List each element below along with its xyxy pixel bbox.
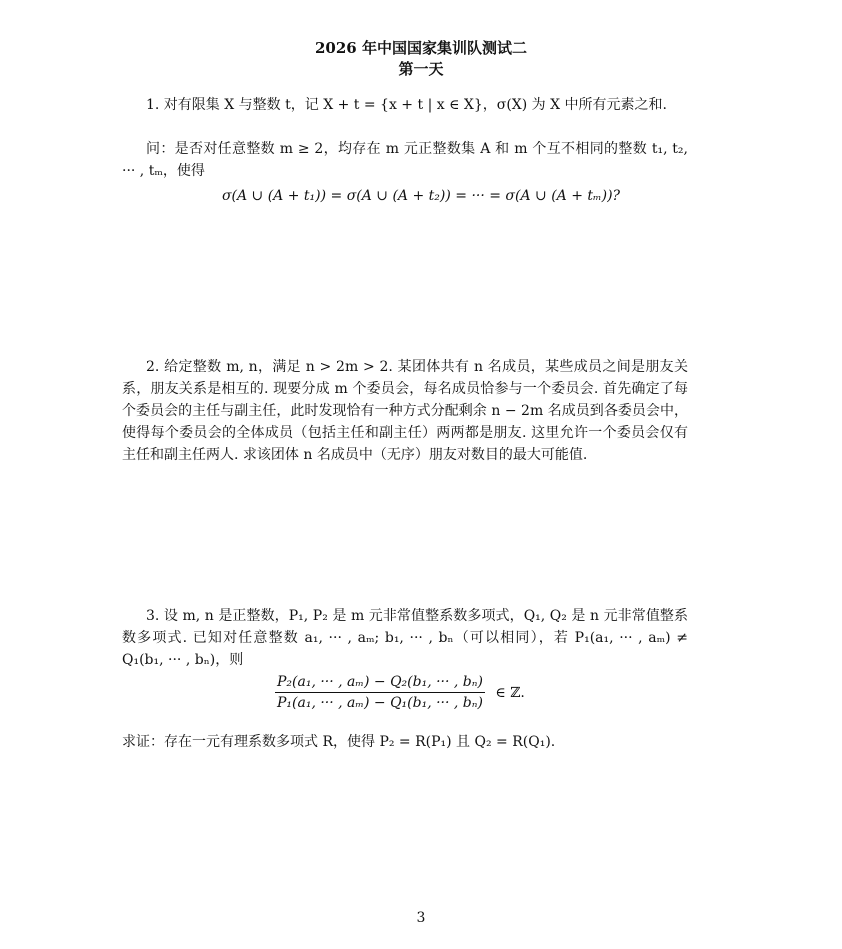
exam-title: 2026 年中国国家集训队测试二: [315, 39, 527, 57]
page-number: 3: [416, 910, 426, 926]
problem-3-fraction-equation: [275, 674, 575, 711]
problem-1-question: 问：是否对任意整数 m ≥ 2，均存在 m 元正整数集 A 和 m 个互不相同的整数 t₁, t₂, ··· , tₘ，使得: [122, 141, 688, 179]
fraction-numerator: P₂(a₁, ··· , aₘ) − Q₂(b₁, ··· , bₙ): [275, 674, 485, 693]
page-header: [0, 38, 842, 80]
problem-3-conclusion: 求证：存在一元有理系数多项式 R，使得 P₂ = R(P₁) 且 Q₂ = R(Q₁).: [122, 734, 556, 750]
problem-1-display-equation: σ(A ∪ (A + t₁)) = σ(A ∪ (A + t₂)) = ··· = σ(A ∪ (A + tₘ))?: [221, 188, 621, 204]
fraction-membership: ∈ ℤ.: [495, 684, 525, 701]
fraction-denominator: P₁(a₁, ··· , aₘ) − Q₁(b₁, ··· , bₙ): [277, 695, 483, 711]
problem-1-statement: 1. 对有限集 X 与整数 t，记 X + t = {x + t | x ∈ X}，σ(X) 为 X 中所有元素之和.: [146, 97, 667, 113]
problem-3-statement: 3. 设 m, n 是正整数，P₁, P₂ 是 m 元非常值整系数多项式，Q₁, Q₂ 是 n 元非常值整系数多项式. 已知对任意整数 a₁, ··· , aₘ; b₁, ··· , bₙ（可以相同），若 P₁(a₁, ··· , aₘ) ≠ Q₁(b₁, ··· , bₙ)，则: [122, 608, 688, 668]
day-subtitle: 第一天: [398, 60, 444, 78]
fraction: [275, 674, 485, 711]
problem-2-statement: 2. 给定整数 m, n，满足 n > 2m > 2. 某团体共有 n 名成员，某些成员之间是朋友关系，朋友关系是相互的. 现要分成 m 个委员会，每名成员恰参与一个委员会. 首先确定了每个委员会的主任与副主任，此时发现恰有一种方式分配剩余 n − 2m 名成员到各委员会中，使得每个委员会的全体成员（包括主任和副主任）两两都是朋友. 这里允许一个委员会仅有主任和副主任两人. 求该团体 n 名成员中（无序）朋友对数目的最大可能值.: [122, 359, 688, 463]
